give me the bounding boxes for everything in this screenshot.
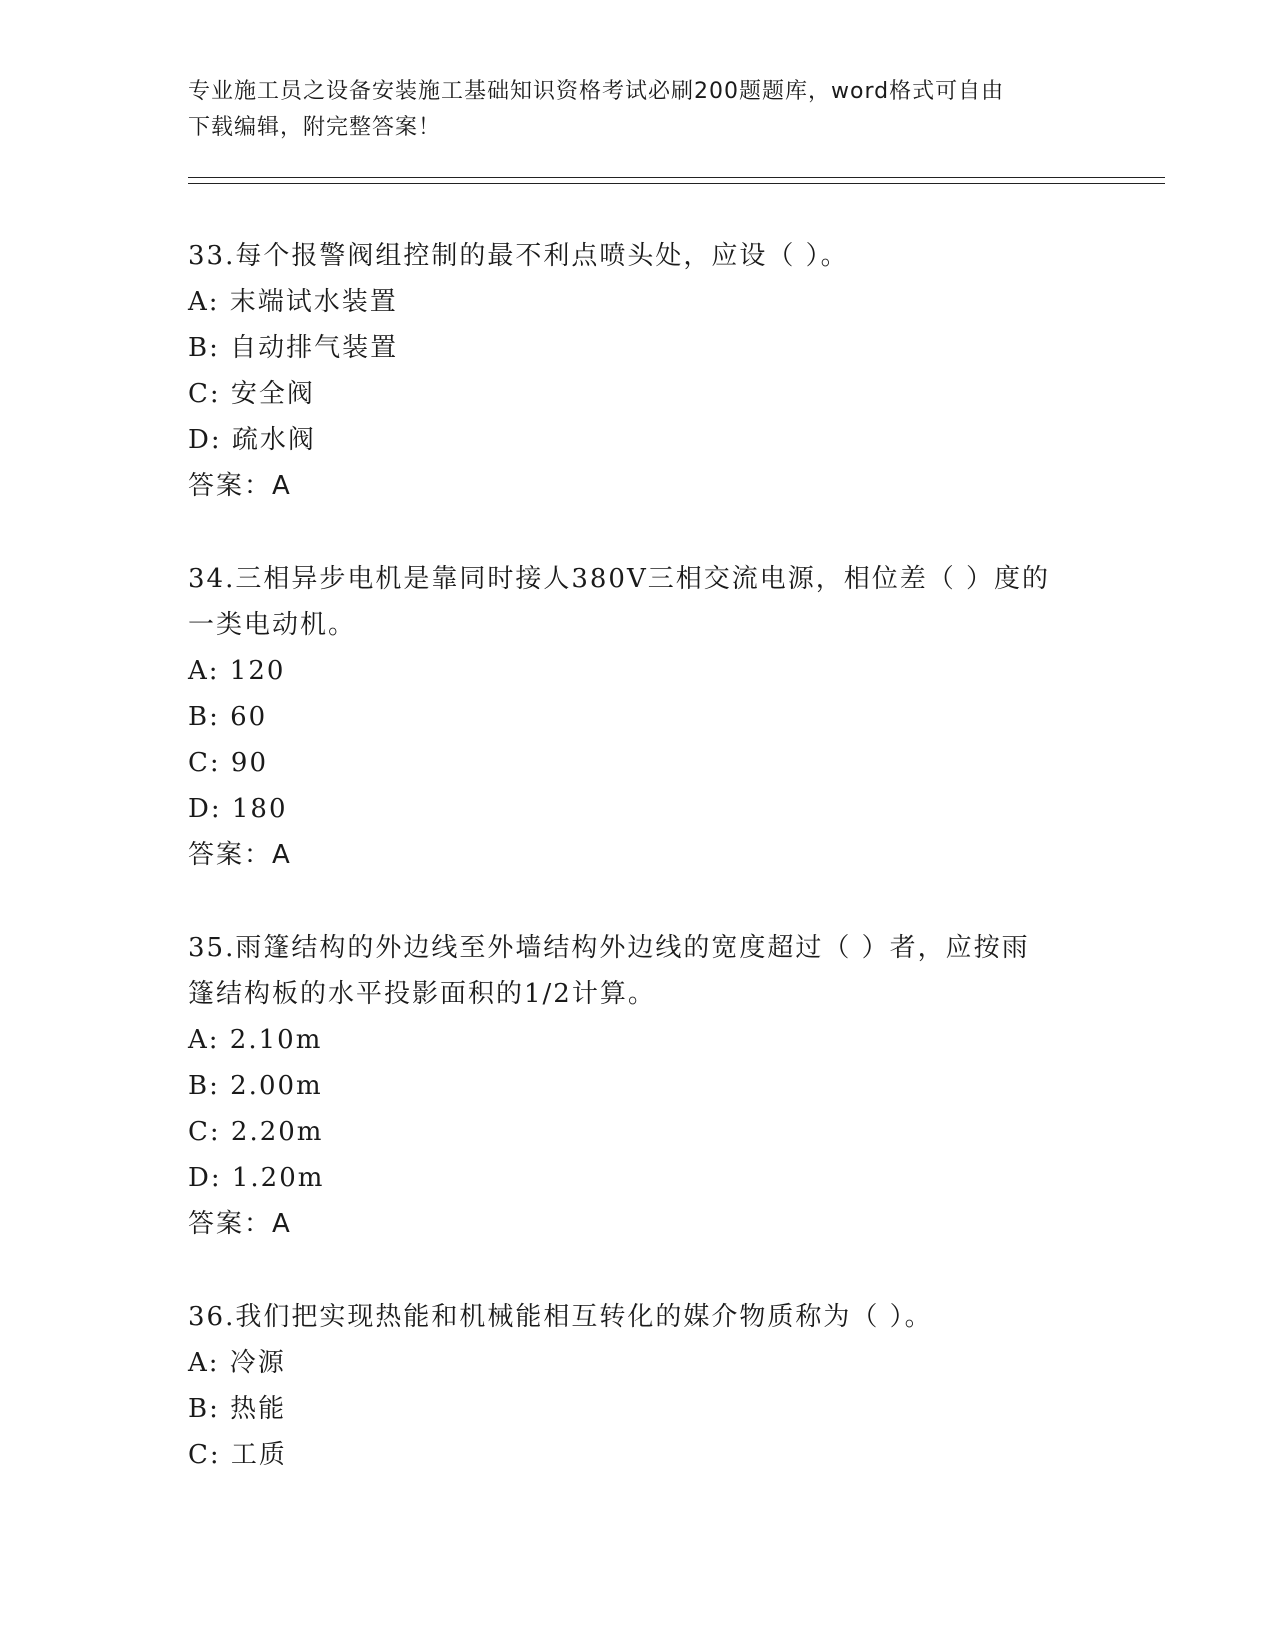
answer-line: 答案：A: [188, 1209, 292, 1239]
question-35: [188, 925, 1088, 1247]
option-c: C: 2.20m: [188, 1117, 324, 1147]
header-intro-line-1: 专业施工员之设备安装施工基础知识资格考试必刷200题题库，word格式可自由: [188, 79, 1005, 104]
option-c: C: 工质: [188, 1440, 287, 1470]
question-34: [188, 556, 1088, 878]
header-divider-bottom: [188, 183, 1165, 184]
option-b: B: 2.00m: [188, 1071, 323, 1101]
answer-line: 答案：A: [188, 840, 292, 870]
option-a: A: 末端试水装置: [188, 287, 398, 317]
document-header: [188, 74, 1088, 146]
option-c: C: 安全阀: [188, 379, 315, 409]
question-stem: 36.我们把实现热能和机械能相互转化的媒介物质称为（ ）。: [188, 1302, 933, 1332]
question-stem-continuation: 一类电动机。: [188, 610, 357, 640]
option-d: D: 180: [188, 794, 288, 824]
option-a: A: 2.10m: [188, 1025, 323, 1055]
question-33: [188, 233, 1088, 509]
option-d: D: 1.20m: [188, 1163, 325, 1193]
option-a: A: 120: [188, 656, 286, 686]
option-a: A: 冷源: [188, 1348, 286, 1378]
option-b: B: 60: [188, 702, 268, 732]
header-divider-top: [188, 177, 1165, 178]
question-stem: 35.雨篷结构的外边线至外墙结构外边线的宽度超过（ ）者，应按雨: [188, 933, 1030, 963]
option-d: D: 疏水阀: [188, 425, 316, 455]
option-c: C: 90: [188, 748, 269, 778]
question-stem-continuation: 篷结构板的水平投影面积的1/2计算。: [188, 979, 656, 1009]
header-intro-line-2: 下载编辑，附完整答案！: [188, 115, 442, 140]
option-b: B: 热能: [188, 1394, 287, 1424]
option-b: B: 自动排气装置: [188, 333, 399, 363]
answer-line: 答案：A: [188, 471, 292, 501]
question-stem: 34.三相异步电机是靠同时接人380V三相交流电源，相位差（ ）度的: [188, 564, 1051, 594]
question-36: [188, 1294, 1088, 1478]
question-stem: 33.每个报警阀组控制的最不利点喷头处，应设（ ）。: [188, 241, 849, 271]
